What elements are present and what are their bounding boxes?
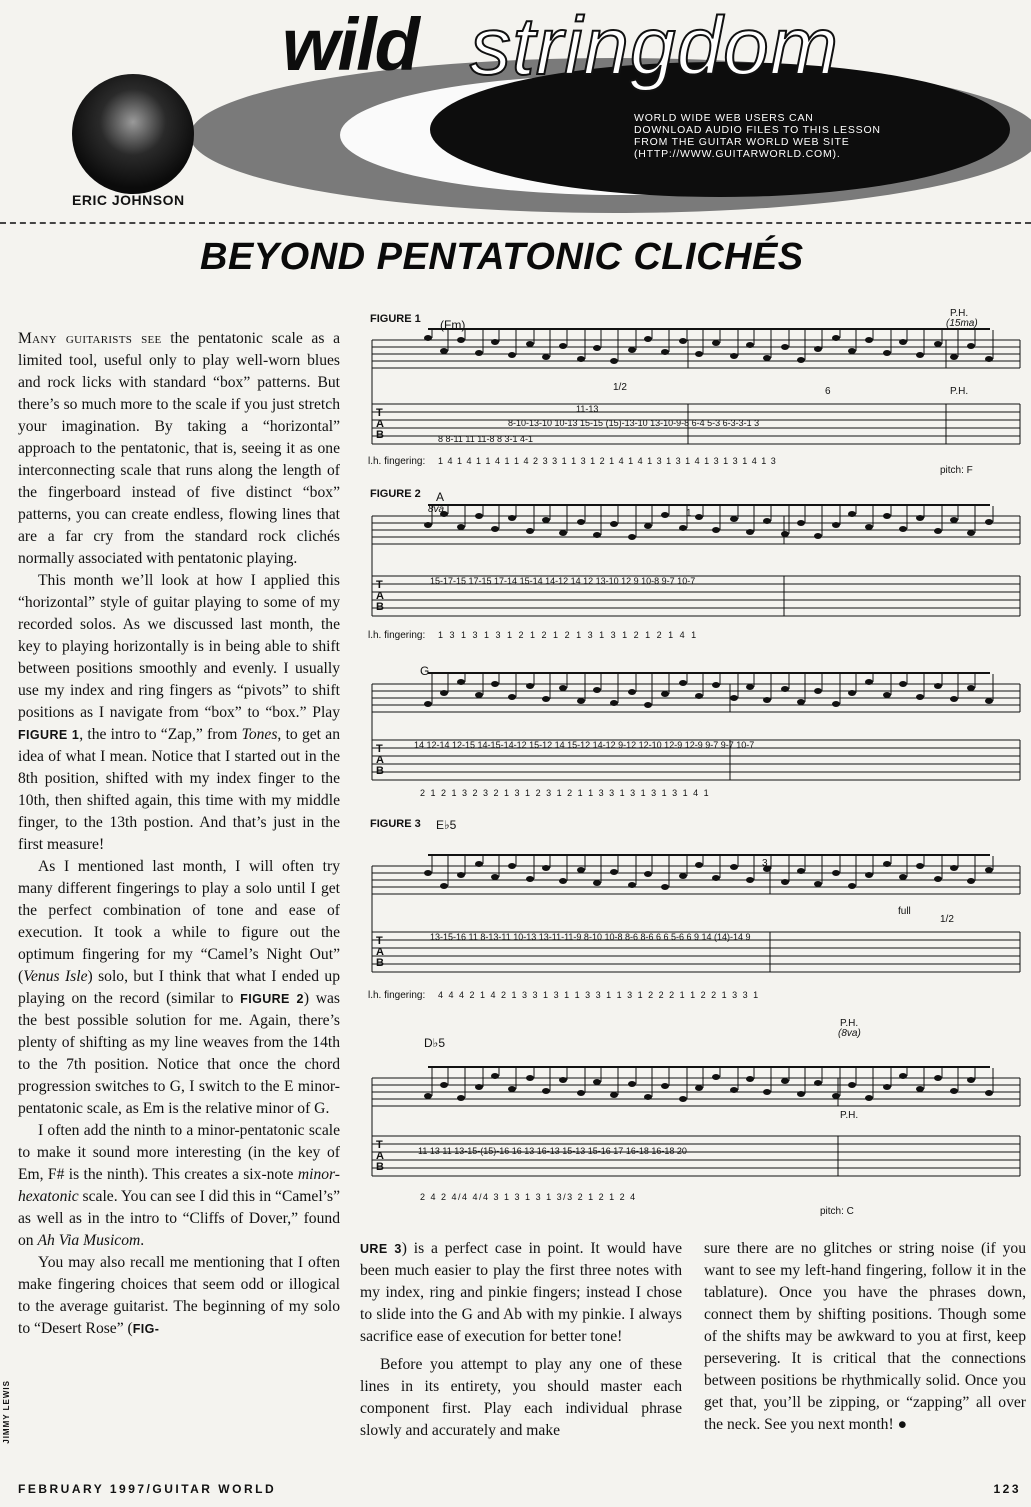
note-head (899, 681, 907, 687)
note-head (644, 1094, 652, 1100)
note-head (730, 1087, 738, 1093)
note-head (730, 695, 738, 701)
note-head (848, 1082, 856, 1088)
note-head (763, 1089, 771, 1095)
tab-clef-letter: T (376, 743, 383, 755)
paragraph-1 (18, 328, 340, 570)
figure-3-tab: 13-15-16 11 8-13-11 10-13 13-11-11-9 8-10 10-8 8-6 8-6 6 6 5-6 6 9 14 (14)-14 9 (430, 932, 751, 942)
figure-2-fingering-2: 2 1 2 1 3 2 3 2 1 3 1 2 3 1 2 1 1 3 3 1 3 1 3 1 3 1 4 1 (420, 788, 711, 798)
note-head (814, 688, 822, 694)
figure-2-tab-a: 15-17-15 17-15 17-14 15-14 14-12 14 12 13-10 12 9 10-8 9-7 10-7 (430, 576, 696, 586)
footer-issue: FEBRUARY 1997/GUITAR WORLD (18, 1482, 277, 1496)
note-head (610, 700, 618, 706)
figure-2-ottava-end: 1 (686, 508, 692, 519)
tab-clef-letter: T (376, 579, 383, 591)
figure-1-bend: 1/2 (613, 382, 627, 393)
figure-3-tab-2: 11 13 11 13-15-(15)-16 16 13 16-13 15-13 15-16 17 16-18 16-18 20 (418, 1146, 687, 1156)
paragraph-3 (18, 856, 340, 1120)
note-head (967, 685, 975, 691)
note-head (916, 352, 924, 358)
tab-clef-letter: B (376, 765, 384, 777)
note-head (559, 343, 567, 349)
note-head (781, 686, 789, 692)
note-head (814, 881, 822, 887)
note-head (950, 696, 958, 702)
note-head (644, 523, 652, 529)
note-head (950, 517, 958, 523)
figure-1-pitch: pitch: F (940, 465, 973, 476)
note-head (848, 348, 856, 354)
note-head (712, 1074, 720, 1080)
note-head (508, 1086, 516, 1092)
note-head (542, 696, 550, 702)
tab-clef-letter: T (376, 407, 383, 419)
note-head (679, 680, 687, 686)
note-head (491, 1073, 499, 1079)
paragraph-2-text-c: , to get an idea of what I mean. Notice that I started out in the 8th position, shifted with my index finger to the 10th, then shifted again, this time with my middle finger, to the 13th postion. And that’s just in the first measure! (18, 726, 340, 853)
paragraph-7: Before you attempt to play any one of these lines in its entirety, you should master each component first. Play each individual phrase slowly and accurately and make (360, 1356, 682, 1439)
note-head (526, 1075, 534, 1081)
paragraph-5-text-a: You may also recall me mentioning that I often make fingering choices that seem odd or illogical to the average guitarist. The beginning of my solo to “Desert Rose” ( (18, 1254, 340, 1337)
note-head (814, 1080, 822, 1086)
note-head (679, 525, 687, 531)
figure-3-chord: E♭5 (436, 818, 457, 832)
note-head (763, 697, 771, 703)
note-head (934, 528, 942, 534)
figure-3-triplet: 3 (762, 858, 768, 869)
note-head (712, 527, 720, 533)
note-head (593, 532, 601, 538)
end-mark-icon: ● (897, 1416, 908, 1433)
note-head (746, 1076, 754, 1082)
note-head (628, 534, 636, 540)
note-head (797, 699, 805, 705)
figure-3-half-bend: 1/2 (940, 914, 954, 925)
note-head (526, 876, 534, 882)
photo-credit: JIMMY LEWIS (2, 1380, 11, 1444)
note-head (746, 342, 754, 348)
note-head (916, 1086, 924, 1092)
tab-clef-letter: A (376, 946, 384, 958)
figure-1-label: FIGURE 1 (370, 313, 421, 325)
note-head (781, 531, 789, 537)
tab-clef-letter: B (376, 957, 384, 969)
figure-3-reference-start: FIG- (132, 1322, 160, 1336)
note-head (577, 519, 585, 525)
note-head (950, 1088, 958, 1094)
note-head (424, 1093, 432, 1099)
beam (428, 672, 990, 674)
header-divider (0, 222, 1031, 224)
note-head (424, 335, 432, 341)
note-head (679, 1096, 687, 1102)
figure-1-chord: (Fm) (440, 318, 466, 332)
note-head (440, 690, 448, 696)
tab-clef-letter: A (376, 590, 384, 602)
note-head (457, 679, 465, 685)
note-head (950, 865, 958, 871)
note-head (610, 358, 618, 364)
tab-clef-letter: A (376, 754, 384, 766)
paragraph-2 (18, 570, 340, 856)
paragraph-8-text: sure there are no glitches or string noise (if you want to see my left-hand fingering, follow it in the tablature). Once you have the phrases down, connect them by shifting positions. Though some of the shifts may be awkward to you at first, keep persevering. It is critical that the connections between positions be rhythmically solid. Once you get that, you’ll be zipping, or “zapping” all over the neck. See you next month! (704, 1240, 1026, 1433)
note-head (475, 513, 483, 519)
note-head (985, 1090, 993, 1096)
note-head (883, 350, 891, 356)
tab-clef-letter: A (376, 1150, 384, 1162)
note-head (865, 872, 873, 878)
tab-clef-letter: B (376, 601, 384, 613)
author-photo (72, 74, 194, 194)
note-head (832, 522, 840, 528)
note-head (781, 879, 789, 885)
note-head (967, 878, 975, 884)
note-head (661, 884, 669, 890)
note-head (985, 698, 993, 704)
note-head (781, 344, 789, 350)
figure-2-ottava: 8va (428, 504, 445, 515)
note-head (628, 689, 636, 695)
note-head (883, 692, 891, 698)
note-head (865, 337, 873, 343)
note-head (883, 1084, 891, 1090)
note-head (679, 873, 687, 879)
note-head (610, 1092, 618, 1098)
note-head (475, 350, 483, 356)
note-head (899, 339, 907, 345)
note-head (457, 872, 465, 878)
note-head (610, 869, 618, 875)
note-head (475, 692, 483, 698)
figure-1-palm-harmonic: P.H. (950, 308, 969, 319)
album-title-ah-via-musicom: Ah Via Musicom (37, 1232, 141, 1249)
note-head (542, 517, 550, 523)
album-title-venus-isle: Venus Isle (23, 968, 88, 985)
note-head (848, 511, 856, 517)
note-head (457, 1095, 465, 1101)
note-head (797, 357, 805, 363)
note-head (865, 524, 873, 530)
figure-1-reference: FIGURE 1 (18, 728, 80, 742)
figure-2-reference: FIGURE 2 (240, 992, 304, 1006)
note-head (457, 337, 465, 343)
figure-1-ph-tab: P.H. (950, 386, 969, 397)
note-head (763, 518, 771, 524)
note-head (967, 343, 975, 349)
note-head (950, 354, 958, 360)
note-head (916, 515, 924, 521)
figure-3-chord-db: D♭5 (424, 1036, 445, 1050)
paragraph-2-text-a: This month we’ll look at how I applied this “horizontal” style of guitar playing to some of my recorded solos. As we discussed last month, the key to playing horizontally is in being able to shift between positions smoothly and evenly. I usually use my index and ring fingers as “pivots” to shift positions as I navigate from “box” to “box.” Play (18, 572, 340, 721)
beam (428, 504, 990, 506)
figure-3-label: FIGURE 3 (370, 818, 421, 830)
note-head (661, 512, 669, 518)
note-head (661, 1083, 669, 1089)
figure-3-palm-harmonic: P.H. (840, 1018, 859, 1029)
note-head (916, 863, 924, 869)
note-head (865, 1095, 873, 1101)
note-head (508, 515, 516, 521)
beam (428, 854, 990, 856)
paragraph-4 (18, 1120, 340, 1252)
figure-1-fingering-label: l.h. fingering: (368, 456, 426, 467)
note-head (610, 521, 618, 527)
tab-clef-letter: T (376, 935, 383, 947)
note-head (883, 513, 891, 519)
note-head (491, 681, 499, 687)
note-head (542, 865, 550, 871)
note-head (508, 863, 516, 869)
note-head (491, 526, 499, 532)
note-head (559, 878, 567, 884)
paragraph-6-text: ) is a perfect case in point. It would have been much easier to play the first three notes with my index, ring and pinkie fingers; instead I chose to slide into the G and Ab with my pinkie. I always sacrifice ease of execution for better tone! (360, 1240, 682, 1345)
figure-3-ottava: (8va) (838, 1028, 861, 1039)
note-head (542, 1088, 550, 1094)
paragraph-6 (360, 1238, 682, 1348)
figure-3-fingering-label: l.h. fingering: (368, 990, 426, 1001)
figure-3-reference-end: URE 3 (360, 1242, 402, 1256)
note-head (730, 864, 738, 870)
article-column-right (704, 1238, 1026, 1436)
note-head (695, 514, 703, 520)
note-head (814, 533, 822, 539)
note-head (577, 867, 585, 873)
note-head (848, 883, 856, 889)
figure-2-tab-b: 14 12-14 12-15 14-15-14-12 15-12 14 15-12 14-12 9-12 12-10 12-9 12-9 9-7 9-7 10-7 (414, 740, 755, 750)
paragraph-2-text-b: , the intro to “Zap,” from (79, 726, 242, 743)
note-head (491, 874, 499, 880)
note-head (593, 880, 601, 886)
tab-clef-letter: T (376, 1139, 383, 1151)
note-head (475, 861, 483, 867)
note-head (832, 870, 840, 876)
note-head (424, 522, 432, 528)
note-head (440, 883, 448, 889)
note-head (593, 687, 601, 693)
note-head (746, 529, 754, 535)
note-head (934, 876, 942, 882)
note-head (899, 1073, 907, 1079)
paragraph-4-text-a: I often add the ninth to a minor-pentatonic scale to make it sound more interesting (in the key of Em, F# is the ninth). This creates a six-note (18, 1122, 340, 1183)
note-head (832, 701, 840, 707)
figure-3-full-bend: full (898, 906, 911, 917)
note-head (746, 877, 754, 883)
paragraph-3-text-c: ) was the best possible solution for me. Again, there’s plenty of shifting as my line weaves from the 14th to the 7th position. Notice that once the chord progression switches to G, I switch to the E minor-pentatonic scale, as Em is the relative minor of G. (18, 990, 341, 1117)
note-head (526, 528, 534, 534)
note-head (593, 345, 601, 351)
note-head (440, 348, 448, 354)
tab-clef-letter: B (376, 429, 384, 441)
note-head (577, 356, 585, 362)
paragraph-1-text: the pentatonic scale as a limited tool, useful only to play well-worn blues and rock licks with standard “box” patterns. But there’s so much more to the scale if you just stretch your imagination. By taking a “horizontal” approach to the pentatonic, that is, seeing it as one interconnecting scale that runs along the length of the fingerboard instead of five distinct “box” patterns, you can create endless, flowing lines that are a far cry from the standard rock clichés normally associated with pentatonic playing. (18, 330, 340, 567)
article-column-left (18, 328, 340, 1340)
author-name: ERIC JOHNSON (72, 192, 185, 208)
beam (428, 328, 990, 330)
note-head (848, 690, 856, 696)
note-head (644, 336, 652, 342)
note-head (542, 354, 550, 360)
note-head (899, 526, 907, 532)
note-head (967, 530, 975, 536)
figure-1-tab-row3: 8 8-11 11 11-8 8 3-1 4-1 (438, 434, 534, 444)
note-head (508, 352, 516, 358)
figure-3-pitch: pitch: C (820, 1206, 854, 1217)
note-head (712, 875, 720, 881)
note-head (424, 870, 432, 876)
note-head (883, 861, 891, 867)
note-head (577, 698, 585, 704)
paragraph-8 (704, 1238, 1026, 1436)
note-head (746, 684, 754, 690)
note-head (628, 882, 636, 888)
note-head (508, 694, 516, 700)
figure-3-ph-tab: P.H. (840, 1110, 859, 1121)
note-head (559, 530, 567, 536)
note-head (916, 694, 924, 700)
article-headline: BEYOND PENTATONIC CLICHÉS (200, 236, 804, 278)
figure-1-tab-row1: 11-13 (576, 404, 599, 414)
note-head (934, 341, 942, 347)
note-head (797, 520, 805, 526)
note-head (457, 524, 465, 530)
note-head (797, 868, 805, 874)
note-head (679, 338, 687, 344)
note-head (730, 353, 738, 359)
column-title-stringdom: stringdom (470, 1, 840, 92)
note-head (712, 682, 720, 688)
note-head (781, 1078, 789, 1084)
note-head (797, 1091, 805, 1097)
figure-2-fingering: 1 3 1 3 1 3 1 2 1 2 1 2 1 3 1 3 1 2 1 2 1 4 1 (438, 630, 699, 640)
note-head (832, 335, 840, 341)
paragraph-4-text-b: scale. You can see I did this in “Camel’s” as well as in the intro to “Cliffs of Dover,” found on (18, 1188, 340, 1249)
article-column-middle (360, 1238, 682, 1442)
column-title-wild: wild (282, 3, 418, 86)
note-head (440, 1082, 448, 1088)
note-head (934, 683, 942, 689)
album-title-tones: Tones (241, 726, 278, 743)
note-head (559, 1077, 567, 1083)
note-head (865, 679, 873, 685)
figure-1-tab-row2: 8-10-13-10 10-13 15-15 (15)-13-10 13-10-9-8 6-4 5-3 6-3-3-1 3 (508, 418, 760, 428)
note-head (985, 519, 993, 525)
note-head (628, 1081, 636, 1087)
note-head (695, 693, 703, 699)
note-head (424, 701, 432, 707)
figure-2-label: FIGURE 2 (370, 488, 421, 500)
note-head (475, 1084, 483, 1090)
note-head (985, 356, 993, 362)
note-head (763, 355, 771, 361)
figure-3-fingering: 4 4 4 2 1 4 2 1 3 3 1 3 1 1 3 3 1 1 3 1 2 2 2 1 1 2 2 1 3 3 1 (438, 990, 760, 1000)
music-notation-panel (368, 300, 1024, 1220)
note-head (644, 702, 652, 708)
figure-1-ottava: (15ma) (946, 318, 978, 329)
note-head (526, 341, 534, 347)
figure-3-fingering-2: 2 4 2 4/4 4/4 3 1 3 1 3 1 3/3 2 1 2 1 2 4 (420, 1192, 637, 1202)
note-head (814, 346, 822, 352)
beam (428, 1066, 990, 1068)
paragraph-3-text-b: ) solo, but I think that what I ended up playing on the record (similar to (18, 968, 341, 1007)
figure-2-chord-g: G (420, 664, 430, 678)
note-head (712, 340, 720, 346)
note-head (644, 871, 652, 877)
web-download-note: WORLD WIDE WEB USERS CAN DOWNLOAD AUDIO FILES TO THIS LESSON FROM THE GUITAR WORLD WEB SITE (HTTP://WWW.GUITARWORLD.COM). (634, 112, 881, 160)
note-head (661, 349, 669, 355)
paragraph-3-text-a: As I mentioned last month, I will often try many different fingerings to play a solo until I get the perfect combination of tone and ease of execution. It took a while to figure out the optimum fingering for my “Camel’s Night Out” ( (18, 858, 340, 985)
note-head (967, 1077, 975, 1083)
paragraph-lead-in: Many guitarists see (18, 330, 162, 347)
note-head (832, 1093, 840, 1099)
paragraph-5 (18, 1252, 340, 1340)
note-head (695, 862, 703, 868)
note-head (559, 685, 567, 691)
note-head (899, 874, 907, 880)
note-head (661, 691, 669, 697)
note-head (985, 867, 993, 873)
note-head (695, 1085, 703, 1091)
note-head (491, 339, 499, 345)
tab-clef-letter: A (376, 418, 384, 430)
figure-2-fingering-label: l.h. fingering: (368, 630, 426, 641)
note-head (593, 1079, 601, 1085)
term-minor-hexatonic: minor-hexatonic (18, 1166, 340, 1205)
paragraph-4-text-c: . (140, 1232, 145, 1249)
figure-2-chord: A (436, 490, 445, 504)
note-head (628, 347, 636, 353)
note-head (730, 516, 738, 522)
note-head (577, 1090, 585, 1096)
figure-1-tuplet: 6 (825, 386, 831, 397)
tab-clef-letter: B (376, 1161, 384, 1173)
note-head (934, 1075, 942, 1081)
figure-1-fingering: 1 4 1 4 1 1 4 1 1 4 2 3 3 1 1 3 1 2 1 4 1 4 1 3 1 3 1 4 1 3 1 3 1 4 1 3 (438, 456, 777, 466)
note-head (695, 351, 703, 357)
page-number: 123 (993, 1482, 1021, 1496)
note-head (526, 683, 534, 689)
